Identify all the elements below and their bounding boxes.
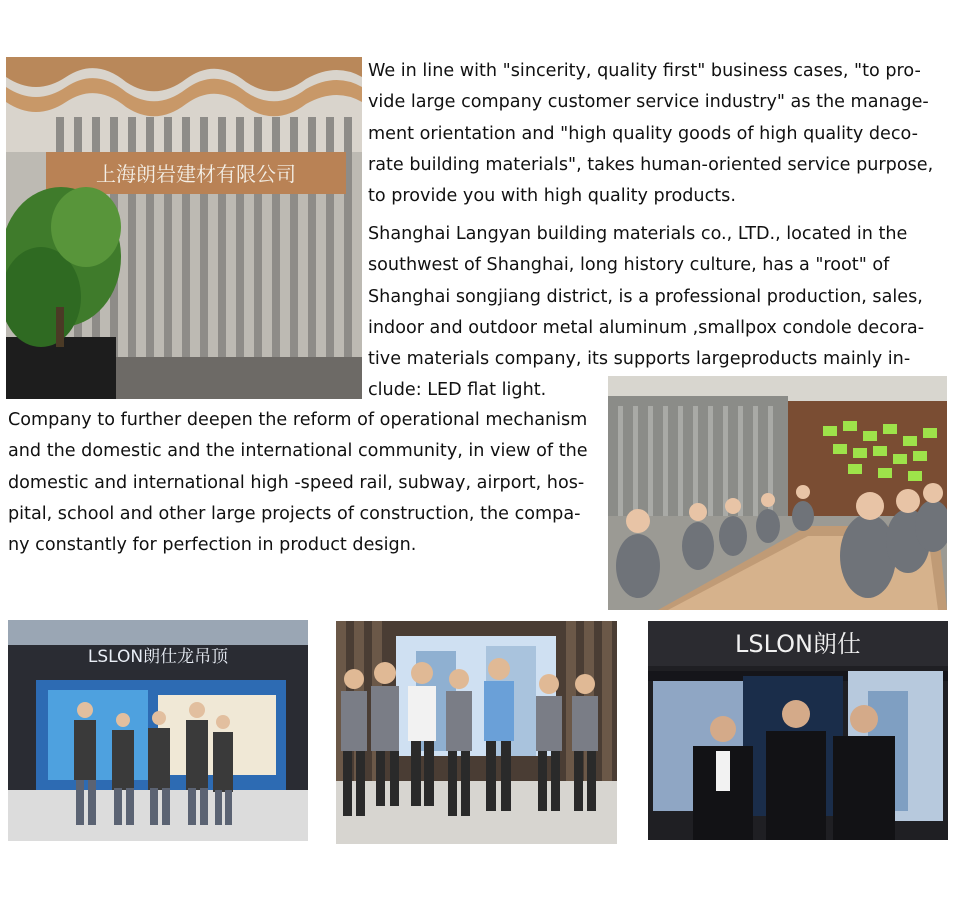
- text-line: tive materials company, its supports largeproducts mainly in-: [368, 349, 911, 370]
- text-line: and the domestic and the international community, in view of the: [8, 441, 588, 462]
- showroom-sign-text: LSLON朗仕龙吊顶: [87, 647, 229, 667]
- reform-paragraph: [8, 405, 598, 561]
- text-line: domestic and international high -speed rail, subway, airport, hos-: [8, 472, 585, 493]
- lobby-photo: [6, 57, 362, 399]
- text-line: clude: LED flat light.: [368, 380, 547, 401]
- text-line: We in line with "sincerity, quality first" business cases, "to pro-: [368, 61, 921, 81]
- text-line: southwest of Shanghai, long history culture, has a "root" of: [368, 255, 890, 276]
- text-line: pital, school and other large projects of construction, the compa-: [8, 503, 581, 524]
- text-line: to provide you with high quality products.: [368, 186, 736, 207]
- text-line: ny constantly for perfection in product design.: [8, 535, 417, 556]
- showroom-photo: [8, 620, 308, 841]
- text-line: vide large company customer service industry" as the manage-: [368, 92, 929, 113]
- text-line: Company to further deepen the reform of operational mechanism: [8, 410, 588, 430]
- text-line: ment orientation and "high quality goods of high quality deco-: [368, 123, 918, 144]
- trio-photo: [648, 621, 948, 840]
- meeting-room-photo: [608, 376, 947, 610]
- intro-paragraph: [368, 56, 948, 212]
- text-line: Shanghai songjiang district, is a professional production, sales,: [368, 286, 923, 307]
- trio-sign-text: LSLON朗仕: [735, 630, 861, 658]
- text-line: Shanghai Langyan building materials co., LTD., located in the: [368, 224, 908, 244]
- group-photo: [336, 621, 617, 844]
- text-line: rate building materials", takes human-oriented service purpose,: [368, 154, 934, 175]
- text-line: indoor and outdoor metal aluminum ,smallpox condole decora-: [368, 317, 925, 338]
- lobby-sign-text: 上海朗岩建材有限公司: [96, 162, 296, 186]
